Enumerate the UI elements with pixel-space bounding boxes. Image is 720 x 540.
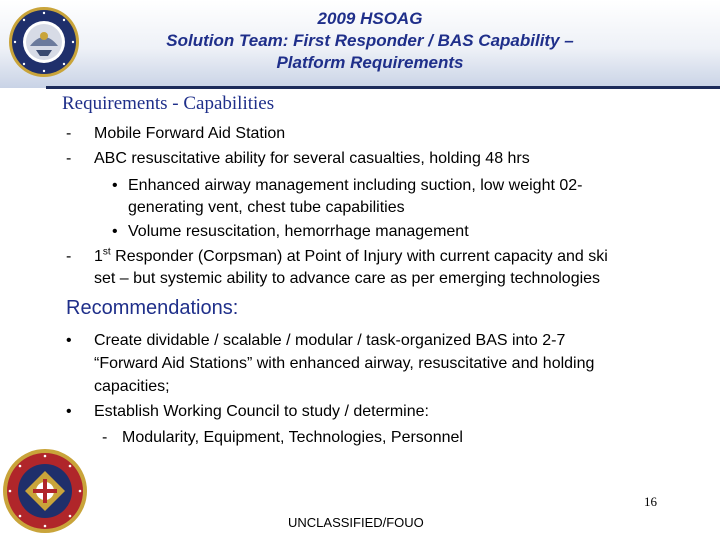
dash-marker: - <box>102 429 108 446</box>
requirement-subitem: Volume resuscitation, hemorrhage management <box>128 223 469 240</box>
dash-marker: - <box>66 150 72 167</box>
ordinal-number: 1 <box>94 248 103 265</box>
recommendation-item: Establish Working Council to study / determine: <box>94 403 429 420</box>
slide-title <box>130 8 610 74</box>
bullet-marker: • <box>66 332 72 349</box>
classification-marking: UNCLASSIFIED/FOUO <box>288 515 424 530</box>
requirements-heading: Requirements - Capabilities <box>62 93 275 114</box>
title-line: Platform Requirements <box>276 53 464 72</box>
recommendation-subitem: Modularity, Equipment, Technologies, Personnel <box>122 429 463 446</box>
ordinal-suffix: st <box>102 246 111 258</box>
recommendation-item-continued: capacities; <box>94 378 170 395</box>
requirement-item-text: Responder (Corpsman) at Point of Injury with current capacity and ski <box>110 248 608 265</box>
dash-marker: - <box>66 125 72 142</box>
title-line: Solution Team: First Responder / BAS Capability – <box>166 31 574 50</box>
requirement-subitem: Enhanced airway management including suction, low weight 02- <box>128 177 583 194</box>
bullet-marker: • <box>66 403 72 420</box>
medical-emblem-icon <box>2 444 88 538</box>
header-divider <box>46 86 720 89</box>
requirement-item-continued: set – but systemic ability to advance care as per emerging technologies <box>94 270 601 287</box>
bullet-marker: • <box>112 177 118 194</box>
recommendation-item-continued: “Forward Aid Stations” with enhanced airway, resuscitative and holding <box>94 355 595 372</box>
requirement-item: Mobile Forward Aid Station <box>94 125 286 142</box>
requirement-item <box>94 247 608 267</box>
navy-seal-icon <box>8 6 80 78</box>
title-line: 2009 HSOAG <box>317 9 423 28</box>
recommendations-heading: Recommendations: <box>66 297 239 319</box>
page-number: 16 <box>644 494 657 509</box>
requirement-subitem-continued: generating vent, chest tube capabilities <box>128 199 405 216</box>
bullet-marker: • <box>112 223 118 240</box>
requirement-item: ABC resuscitative ability for several casualties, holding 48 hrs <box>94 150 530 167</box>
dash-marker: - <box>66 248 72 265</box>
recommendation-item: Create dividable / scalable / modular / task-organized BAS into 2-7 <box>94 332 566 349</box>
